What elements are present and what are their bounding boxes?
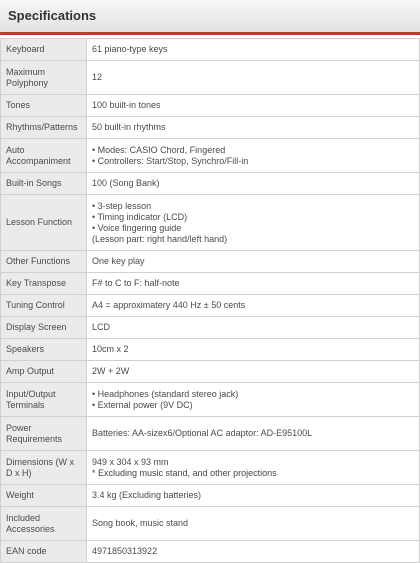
spec-value xyxy=(87,173,420,195)
spec-value-line: • External power (9V DC) xyxy=(92,399,193,410)
spec-label: Weight xyxy=(1,485,87,507)
spec-label: Key Transpose xyxy=(1,273,87,295)
spec-value-line: 2W + 2W xyxy=(92,366,130,376)
spec-row xyxy=(1,541,420,563)
spec-value-line: One key play xyxy=(92,256,145,266)
specifications-table xyxy=(0,38,420,563)
specifications-header xyxy=(0,0,420,35)
spec-value-line: 3.4 kg (Excluding batteries) xyxy=(92,490,202,500)
spec-value xyxy=(87,195,420,251)
spec-row xyxy=(1,361,420,383)
spec-value-line: 10cm x 2 xyxy=(92,344,129,354)
spec-value-line: 50 built-in rhythms xyxy=(92,122,166,132)
spec-value xyxy=(87,273,420,295)
spec-value-line: • Headphones (standard stereo jack) xyxy=(92,388,239,399)
spec-value-line: (Lesson part: right hand/left hand) xyxy=(92,233,228,244)
spec-label: Amp Output xyxy=(1,361,87,383)
spec-value-line: Batteries: AA-sizex6/Optional AC adaptor: AD-E95100L xyxy=(92,428,313,438)
spec-row xyxy=(1,383,420,417)
spec-row xyxy=(1,39,420,61)
spec-label: Rhythms/Patterns xyxy=(1,117,87,139)
spec-label: Input/Output Terminals xyxy=(1,383,87,417)
spec-label: Auto Accompaniment xyxy=(1,139,87,173)
spec-value xyxy=(87,451,420,485)
spec-value xyxy=(87,339,420,361)
spec-label: Speakers xyxy=(1,339,87,361)
spec-value-line: LCD xyxy=(92,322,111,332)
spec-value-line: • Voice fingering guide xyxy=(92,222,182,233)
spec-label: Tones xyxy=(1,95,87,117)
spec-value-line: • 3-step lesson xyxy=(92,200,152,211)
spec-value xyxy=(87,317,420,339)
page-title: Specifications xyxy=(8,8,97,23)
spec-row xyxy=(1,417,420,451)
spec-value-line: 4971850313922 xyxy=(92,546,158,556)
spec-value-line: • Modes: CASIO Chord, Fingered xyxy=(92,144,226,155)
spec-label: Built-in Songs xyxy=(1,173,87,195)
spec-row xyxy=(1,451,420,485)
spec-row xyxy=(1,251,420,273)
spec-row xyxy=(1,295,420,317)
spec-row xyxy=(1,273,420,295)
spec-label: Tuning Control xyxy=(1,295,87,317)
spec-row xyxy=(1,139,420,173)
spec-row xyxy=(1,173,420,195)
spec-label: Maximum Polyphony xyxy=(1,61,87,95)
spec-row xyxy=(1,61,420,95)
spec-row xyxy=(1,317,420,339)
spec-value xyxy=(87,139,420,173)
spec-value-line: F# to C to F: half-note xyxy=(92,278,180,288)
spec-value xyxy=(87,485,420,507)
spec-label: Dimensions (W x D x H) xyxy=(1,451,87,485)
spec-value-line: 61 piano-type keys xyxy=(92,44,168,54)
spec-value-line: Song book, music stand xyxy=(92,518,189,528)
spec-label: Lesson Function xyxy=(1,195,87,251)
spec-value xyxy=(87,251,420,273)
spec-value-line: 12 xyxy=(92,72,103,82)
spec-row xyxy=(1,507,420,541)
spec-label: Display Screen xyxy=(1,317,87,339)
spec-value xyxy=(87,95,420,117)
spec-value xyxy=(87,117,420,139)
spec-value-line: • Timing indicator (LCD) xyxy=(92,211,188,222)
spec-label: Other Functions xyxy=(1,251,87,273)
spec-value xyxy=(87,541,420,563)
spec-value-line: 100 built-in tones xyxy=(92,100,161,110)
spec-value xyxy=(87,507,420,541)
spec-value xyxy=(87,61,420,95)
spec-value-line: • Controllers: Start/Stop, Synchro/Fill-in xyxy=(92,155,249,166)
spec-value-line: A4 = approximatery 440 Hz ± 50 cents xyxy=(92,300,246,310)
spec-value xyxy=(87,417,420,451)
spec-value-line: 949 x 304 x 93 mm xyxy=(92,456,169,467)
spec-value xyxy=(87,295,420,317)
spec-row xyxy=(1,117,420,139)
spec-row xyxy=(1,195,420,251)
spec-label: Power Requirements xyxy=(1,417,87,451)
spec-note: * Excluding music stand, and other projections xyxy=(92,467,277,478)
spec-row xyxy=(1,485,420,507)
spec-row xyxy=(1,95,420,117)
spec-value-line: 100 (Song Bank) xyxy=(92,178,160,188)
spec-label: EAN code xyxy=(1,541,87,563)
spec-row xyxy=(1,339,420,361)
spec-value xyxy=(87,383,420,417)
spec-label: Keyboard xyxy=(1,39,87,61)
spec-value xyxy=(87,39,420,61)
spec-value xyxy=(87,361,420,383)
spec-label: Included Accessories xyxy=(1,507,87,541)
